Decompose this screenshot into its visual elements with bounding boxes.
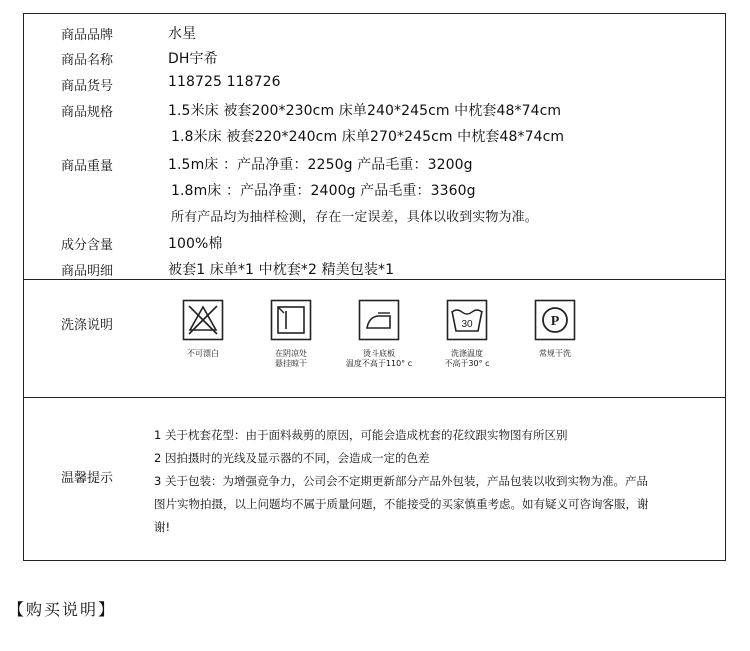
spec-value-brand: 水星 bbox=[168, 26, 197, 42]
wash-caption: 在阴凉处 bbox=[275, 349, 307, 358]
wash-item-iron bbox=[344, 299, 414, 369]
spec-label-weight: 商品重量 bbox=[61, 159, 114, 174]
wash-caption: 洗涤温度 bbox=[451, 349, 483, 358]
divider-wash bbox=[24, 397, 725, 398]
no-bleach-icon bbox=[182, 299, 224, 341]
purchase-notes-heading: 【购买说明】 bbox=[8, 600, 117, 619]
tip-line-4: 图片实物拍摄，以上问题均不属于质量问题，不能接受的买家慎重考虑。如有疑义可咨询客服，谢 bbox=[154, 497, 649, 511]
wash-caption: 烫斗底板 bbox=[363, 349, 395, 358]
wash-temperature-value: 30 bbox=[461, 319, 473, 330]
dry-clean-icon bbox=[534, 299, 576, 341]
spec-label-name: 商品名称 bbox=[61, 53, 114, 68]
spec-label-sku: 商品货号 bbox=[61, 79, 114, 94]
dry-clean-symbol: P bbox=[550, 314, 560, 329]
spec-value-sku: 118725 118726 bbox=[168, 74, 281, 90]
spec-value-contents: 被套1 床单*1 中枕套*2 精美包装*1 bbox=[168, 262, 395, 278]
wash-section-label: 洗涤说明 bbox=[61, 318, 114, 333]
spec-label-material: 成分含量 bbox=[61, 238, 114, 253]
wash-caption: 不可漂白 bbox=[187, 349, 219, 358]
spec-value-weight-note: 所有产品均为抽样检测，存在一定误差，具体以收到实物为准。 bbox=[171, 210, 538, 225]
spec-value-size-1: 1.5米床 被套200*230cm 床单240*245cm 中枕套48*74cm bbox=[168, 103, 562, 119]
spec-value-material: 100%棉 bbox=[168, 236, 223, 252]
wash-caption: 常规干洗 bbox=[539, 349, 571, 358]
wash-caption: 悬挂晾干 bbox=[275, 359, 307, 368]
tip-line-3: 3 关于包装：为增强竞争力，公司会不定期更新部分产品外包装，产品包装以收到实物为准。产品 bbox=[154, 474, 648, 488]
spec-value-size-2: 1.8米床 被套220*240cm 床单270*245cm 中枕套48*74cm bbox=[171, 129, 565, 145]
tip-line-2: 2 因拍摄时的光线及显示器的不同，会造成一定的色差 bbox=[154, 451, 430, 465]
wash-item-temperature bbox=[432, 299, 502, 369]
spec-label-size: 商品规格 bbox=[61, 105, 114, 120]
wash-caption: 温度不高于110° c bbox=[345, 359, 413, 368]
iron-icon bbox=[358, 299, 400, 341]
wash-item-shade-dry bbox=[256, 299, 326, 369]
spec-value-weight-1: 1.5m床 ：产品净重：2250g 产品毛重：3200g bbox=[168, 157, 473, 173]
wash-item-no-bleach bbox=[168, 299, 238, 359]
shade-dry-icon bbox=[270, 299, 312, 341]
tip-line-1: 1 关于枕套花型：由于面料裁剪的原因，可能会造成枕套的花纹跟实物图有所区别 bbox=[154, 428, 568, 442]
wash-item-dry-clean bbox=[520, 299, 590, 359]
wash-temperature-icon bbox=[446, 299, 488, 341]
spec-label-contents: 商品明细 bbox=[61, 264, 114, 279]
spec-value-name: DH宇希 bbox=[168, 51, 218, 67]
product-info-table bbox=[23, 13, 726, 561]
spec-value-weight-2: 1.8m床 ：产品净重：2400g 产品毛重：3360g bbox=[171, 183, 476, 199]
wash-caption: 不高于30° c bbox=[444, 359, 490, 368]
divider-specs bbox=[24, 279, 725, 280]
tips-section-label: 温馨提示 bbox=[61, 471, 114, 486]
spec-label-brand: 商品品牌 bbox=[61, 28, 114, 43]
tip-line-5: 谢! bbox=[154, 520, 171, 534]
